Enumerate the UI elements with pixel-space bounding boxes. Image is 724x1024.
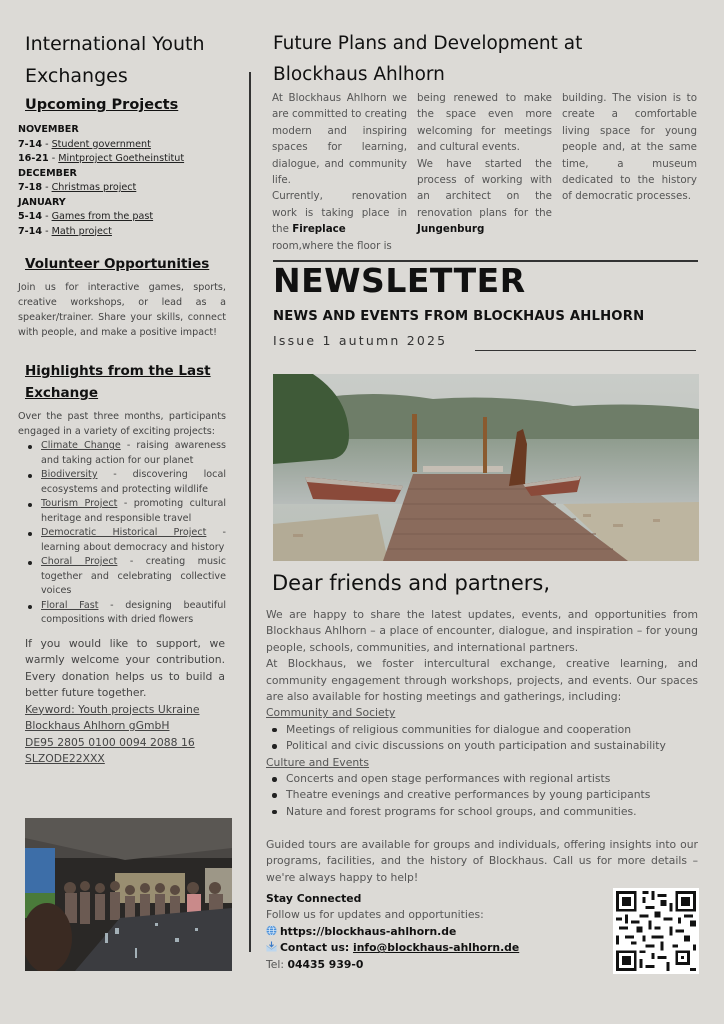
- highlight-desc: - designing beautiful compositions with dried flowers: [41, 599, 227, 625]
- museum-photo-illustration: [25, 818, 232, 971]
- month-label: JANUARY: [18, 196, 66, 208]
- follow-text: Follow us for updates and opportunities:: [266, 908, 484, 922]
- column-divider: [249, 72, 251, 952]
- schedule-item: [18, 152, 227, 167]
- highlights-heading-line2: Exchange: [25, 385, 99, 401]
- schedule-sep: -: [42, 211, 52, 222]
- letter-greeting: Dear friends and partners,: [272, 571, 551, 595]
- future-title-line1: Future Plans and Development at: [273, 33, 583, 54]
- email-row: [266, 940, 606, 956]
- exchanges-title: [25, 28, 227, 92]
- highlight-name: Climate Change: [41, 440, 121, 451]
- culture-item: Theatre evenings and creative performances by young participants: [266, 787, 698, 803]
- website-link[interactable]: https://blockhaus-ahlhorn.de: [280, 924, 457, 938]
- issue-rule: [475, 350, 696, 351]
- highlight-desc: - creating music together and celebrating collective voices: [41, 556, 226, 596]
- newsletter-subtitle: NEWS AND EVENTS FROM BLOCKHAUS AHLHORN: [273, 309, 645, 324]
- fireplace-room-label: Fireplace: [292, 223, 346, 236]
- letter-paragraph-1: We are happy to share the latest updates, events, and opportunities from Blockhaus Ahlhorn – a place of encounter, dialogue, and inspiration – for young people, schools, communities, and international partners.: [266, 608, 698, 654]
- support-section: [25, 636, 225, 768]
- letter-body: [266, 607, 698, 820]
- community-list: [266, 722, 698, 755]
- highlight-desc: - discovering local ecosystems and protecting wildlife: [41, 469, 226, 495]
- highlight-name: Tourism Project: [41, 498, 118, 509]
- highlight-desc: - learning about democracy and history: [41, 527, 226, 553]
- donation-keyword: Keyword: Youth projects Ukraine: [25, 702, 200, 716]
- globe-icon: [266, 925, 277, 936]
- future-text: At Blockhaus Ahlhorn we are committed to creating modern and inspiring spaces for learning, dialogue, and community life.: [272, 92, 407, 187]
- support-text: If you would like to support, we warmly welcome your contribution. Every donation helps us to build a better future together.: [25, 636, 225, 699]
- community-item: Meetings of religious communities for dialogue and cooperation: [266, 722, 698, 738]
- group-heading-culture: Culture and Events: [266, 755, 370, 769]
- tel-number[interactable]: 04435 939-0: [287, 957, 364, 971]
- lake-jetty-photo: [273, 374, 699, 561]
- letter-paragraph-2: At Blockhaus, we foster intercultural exchange, creative learning, and community engagement through workshops, projects, and events. Our spaces are also available for hosting meetings and gatherings, including:: [266, 657, 698, 704]
- schedule-date: 5-14: [18, 211, 43, 222]
- project-link[interactable]: Mintproject Goetheinstitut: [58, 153, 185, 164]
- lake-photo-illustration: [273, 374, 699, 561]
- left-column: [18, 28, 227, 768]
- project-link[interactable]: Student government: [51, 138, 151, 150]
- highlight-item: [23, 599, 226, 628]
- schedule-date: 7-14: [18, 138, 43, 150]
- highlight-item: [23, 468, 226, 497]
- future-text: room,where the floor is: [272, 239, 392, 252]
- highlight-item: [23, 526, 226, 555]
- highlights-list: [23, 439, 226, 628]
- mail-icon: [266, 941, 277, 952]
- donation-org: Blockhaus Ahlhorn gGmbH: [25, 719, 170, 732]
- month-label: NOVEMBER: [18, 124, 79, 135]
- email-link[interactable]: info@blockhaus-ahlhorn.de: [353, 941, 520, 955]
- culture-item: Concerts and open stage performances with regional artists: [266, 771, 698, 787]
- newsletter-issue: Issue 1 autumn 2025: [273, 333, 448, 348]
- schedule-date: 16-21: [18, 153, 49, 164]
- highlight-name: Democratic Historical Project: [41, 527, 207, 538]
- project-link[interactable]: Christmas project: [51, 182, 137, 193]
- highlight-desc: - raising awareness and taking action for our planet: [41, 440, 226, 466]
- donation-bic: SLZODE22XXX: [25, 752, 105, 765]
- future-title-line2: Blockhaus Ahlhorn: [273, 64, 445, 85]
- highlights-heading-line1: Highlights from the Last: [25, 363, 211, 379]
- highlight-item: [23, 555, 226, 599]
- volunteer-text: Join us for interactive games, sports, creative workshops, or lead as a speaker/trainer. Share your skills, connect with people, and make a positive impact!: [18, 282, 226, 338]
- future-text: We have started the process of working with an architect on the renovation plans for the: [417, 157, 552, 219]
- highlight-desc: - promoting cultural heritage and responsible travel: [41, 498, 226, 524]
- highlight-item: [23, 439, 226, 468]
- highlights-intro: Over the past three months, participants engaged in a variety of exciting projects:: [18, 411, 226, 437]
- guided-tours-text: Guided tours are available for groups and individuals, offering insights into our programs, facilities, and the history of Blockhaus. Call us for more details – we're always happy to help!: [266, 838, 698, 884]
- future-text: being renewed to make the space even more welcoming for meetings and cultural events.: [417, 92, 552, 154]
- schedule-sep: -: [42, 138, 52, 150]
- highlight-name: Choral Project: [41, 556, 118, 567]
- culture-list: [266, 771, 698, 820]
- newsletter-title: NEWSLETTER: [273, 261, 526, 300]
- volunteer-heading: Volunteer Opportunities: [25, 256, 210, 272]
- tel-label: Tel:: [266, 957, 288, 971]
- future-column-2: [417, 90, 552, 254]
- future-column-1: [272, 90, 407, 254]
- upcoming-schedule: [18, 123, 227, 239]
- schedule-sep: -: [42, 182, 52, 193]
- highlight-item: [23, 497, 226, 526]
- stay-connected-heading: Stay Connected: [266, 892, 362, 905]
- community-item: Political and civic discussions on youth participation and sustainability: [266, 738, 698, 754]
- culture-item: Nature and forest programs for school groups, and communities.: [266, 804, 698, 820]
- donation-iban: DE95 2805 0100 0094 2088 16: [25, 735, 195, 749]
- highlight-name: Biodiversity: [41, 469, 98, 480]
- website-row: [266, 924, 606, 940]
- future-text: building. The vision is to create a comfortable living space for young people and, at the same time, a museum dedicated to the history of democratic processes.: [562, 92, 697, 203]
- future-plans-title: [273, 28, 582, 90]
- contact-label: Contact us:: [280, 941, 353, 955]
- schedule-item: [18, 225, 227, 240]
- project-link[interactable]: Math project: [51, 225, 112, 237]
- future-text: Currently, renovation work is taking place in the: [272, 190, 407, 236]
- schedule-sep: -: [48, 153, 59, 164]
- schedule-sep: -: [42, 225, 52, 237]
- schedule-date: 7-14: [18, 225, 43, 237]
- qr-code[interactable]: [613, 888, 699, 974]
- future-plans-columns: [272, 90, 698, 254]
- schedule-item: [18, 210, 227, 225]
- schedule-item: [18, 138, 227, 153]
- jungenburg-label: Jungenburg: [417, 223, 485, 236]
- tel-row: [266, 957, 606, 973]
- group-heading-community: Community and Society: [266, 706, 396, 720]
- month-label: DECEMBER: [18, 167, 77, 179]
- upcoming-projects-heading: Upcoming Projects: [25, 97, 179, 113]
- exchanges-title-line2: Exchanges: [25, 65, 128, 87]
- highlights-heading: [25, 360, 227, 404]
- future-column-3: [562, 90, 697, 254]
- highlight-name: Floral Fast: [41, 599, 99, 611]
- project-link[interactable]: Games from the past: [51, 211, 154, 222]
- contact-section: [266, 891, 606, 973]
- exchanges-title-line1: International Youth: [25, 33, 205, 55]
- qr-code-graphic: [613, 888, 699, 974]
- schedule-date: 7-18: [18, 182, 43, 193]
- schedule-item: [18, 181, 227, 196]
- museum-visit-photo: [25, 818, 232, 971]
